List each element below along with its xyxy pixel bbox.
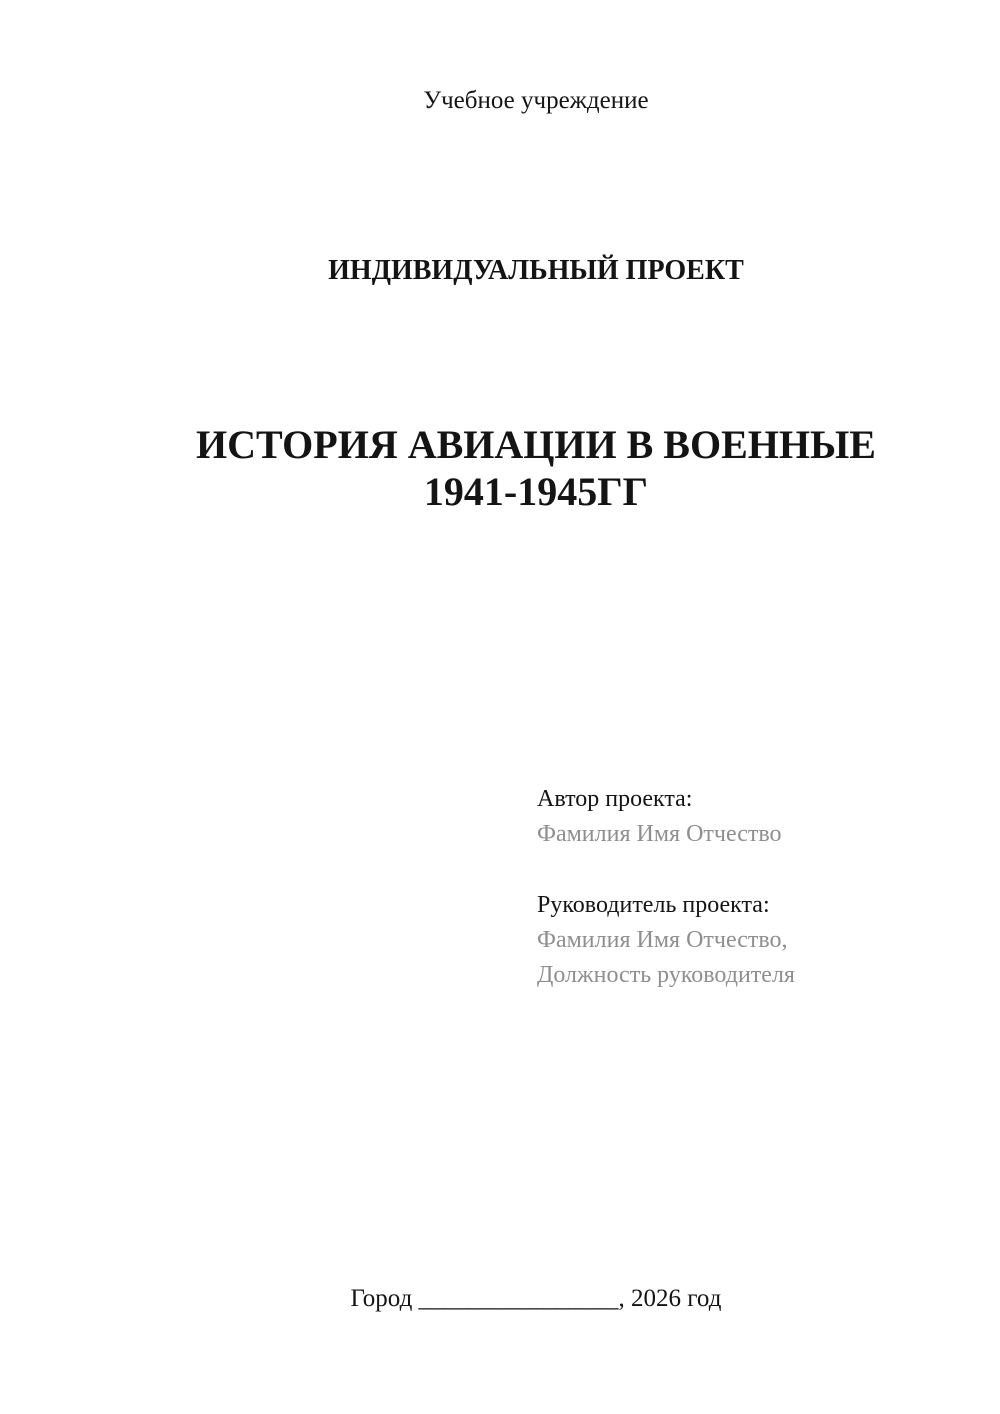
project-title-line-1: ИСТОРИЯ АВИАЦИИ В ВОЕННЫЕ <box>196 422 876 467</box>
project-title <box>143 422 929 516</box>
project-type-heading: ИНДИВИДУАЛЬНЫЙ ПРОЕКТ <box>328 255 744 286</box>
credits-block <box>537 782 795 993</box>
author-name-placeholder: Фамилия Имя Отчество <box>537 821 782 847</box>
author-group <box>537 782 795 852</box>
supervisor-name-placeholder: Фамилия Имя Отчество, <box>537 927 788 953</box>
supervisor-position-placeholder: Должность руководителя <box>537 962 795 988</box>
author-label: Автор проекта: <box>537 786 693 812</box>
institution-line: Учебное учреждение <box>423 87 649 114</box>
supervisor-group <box>537 888 795 993</box>
project-title-line-2: 1941-1945ГГ <box>423 468 649 514</box>
city-year-line: Город ________________, 2026 год <box>350 1285 722 1312</box>
supervisor-label: Руководитель проекта: <box>537 892 770 918</box>
